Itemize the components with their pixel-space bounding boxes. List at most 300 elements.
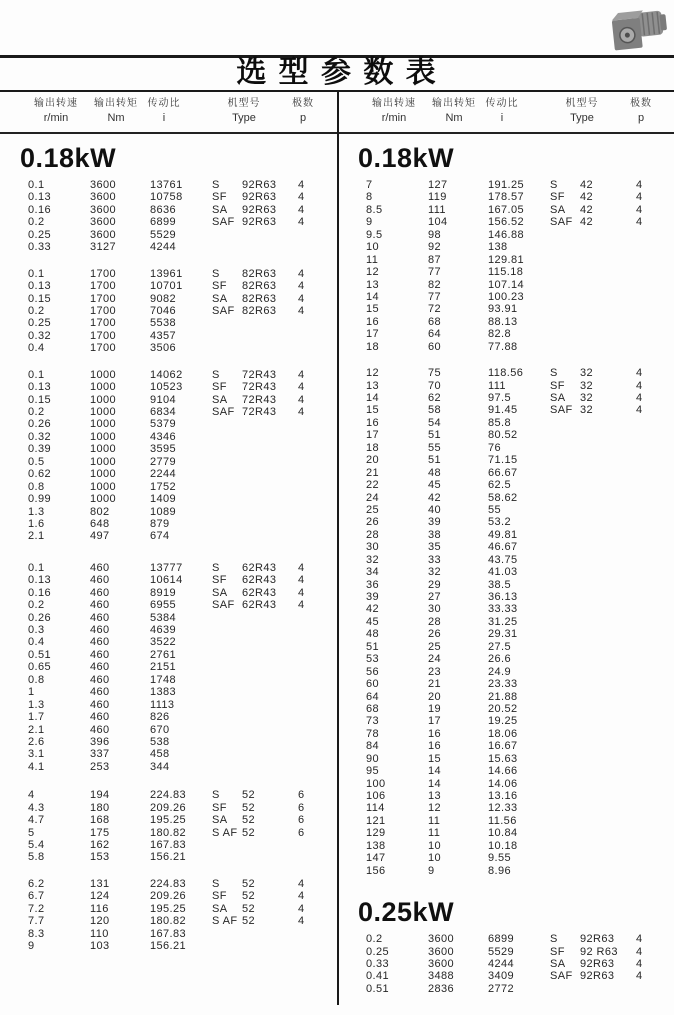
type-prefix-cell: SF bbox=[212, 890, 227, 903]
type-model-cell: 52 bbox=[242, 826, 256, 839]
speed-cell: 11 bbox=[366, 253, 379, 266]
ratio-cell: 115.18 bbox=[488, 266, 524, 279]
speed-cell: 0.25 bbox=[28, 317, 52, 330]
type-model-cell bbox=[580, 241, 636, 253]
type-model-cell bbox=[580, 303, 636, 315]
table-row bbox=[28, 179, 337, 191]
table-row bbox=[366, 541, 674, 553]
type-prefix-cell bbox=[550, 554, 580, 566]
torque-cell: 1000 bbox=[90, 406, 117, 418]
speed-cell: 5 bbox=[28, 826, 35, 839]
type-prefix-cell bbox=[550, 328, 580, 340]
ratio-cell: 5538 bbox=[150, 317, 177, 330]
speed-cell: 0.16 bbox=[28, 586, 52, 599]
type-model-cell bbox=[580, 852, 636, 864]
speed-cell: 14 bbox=[366, 290, 380, 303]
poles-cell bbox=[636, 279, 662, 291]
column-header-unit: i bbox=[500, 112, 504, 124]
table-row bbox=[366, 628, 674, 640]
column-header-label: 输出转矩 bbox=[94, 98, 138, 109]
table-row bbox=[366, 303, 674, 315]
type-model-cell bbox=[242, 686, 298, 698]
table-row bbox=[28, 711, 337, 723]
ratio-cell: 6899 bbox=[150, 216, 177, 229]
ratio-cell: 46.67 bbox=[488, 541, 518, 554]
poles-cell bbox=[636, 765, 662, 777]
type-model-cell bbox=[580, 827, 636, 839]
type-prefix-cell bbox=[212, 674, 242, 686]
torque-cell: 396 bbox=[90, 735, 110, 748]
column-header-label: 传动比 bbox=[147, 98, 181, 109]
table-row bbox=[28, 674, 337, 686]
torque-cell: 180 bbox=[90, 801, 110, 814]
ratio-cell: 209.26 bbox=[150, 801, 187, 814]
speed-cell: 13 bbox=[366, 379, 380, 392]
type-model-cell bbox=[242, 624, 298, 636]
table-row bbox=[366, 179, 674, 191]
poles-cell bbox=[298, 506, 324, 518]
poles-cell bbox=[636, 303, 662, 315]
type-model-cell bbox=[580, 815, 636, 827]
ratio-cell: 49.81 bbox=[488, 528, 518, 541]
torque-cell: 460 bbox=[90, 586, 110, 599]
poles-cell bbox=[636, 802, 662, 814]
type-prefix-cell bbox=[550, 316, 580, 328]
torque-cell: 1000 bbox=[90, 393, 117, 406]
column-header-unit: i bbox=[162, 112, 166, 124]
speed-cell: 0.99 bbox=[28, 493, 52, 506]
speed-cell: 0.41 bbox=[366, 970, 390, 983]
speed-cell: 73 bbox=[366, 715, 380, 728]
type-model-cell: 92 R63 bbox=[580, 945, 618, 958]
table-row bbox=[28, 191, 337, 203]
speed-cell: 147 bbox=[366, 852, 386, 865]
type-prefix-cell bbox=[550, 641, 580, 653]
type-model-cell: 92R63 bbox=[580, 957, 615, 970]
table-block bbox=[28, 789, 337, 864]
type-model-cell: 52 bbox=[242, 789, 256, 802]
ratio-cell: 826 bbox=[150, 711, 170, 724]
type-prefix-cell bbox=[550, 865, 580, 877]
type-prefix-cell: SF bbox=[212, 381, 227, 394]
type-model-cell: 82R63 bbox=[242, 292, 277, 305]
type-prefix-cell bbox=[550, 691, 580, 703]
type-model-cell bbox=[580, 728, 636, 740]
table-header-right bbox=[338, 96, 674, 132]
type-model-cell bbox=[580, 492, 636, 504]
table-row bbox=[366, 778, 674, 790]
ratio-cell: 10.84 bbox=[488, 827, 518, 840]
poles-cell: 4 bbox=[636, 191, 643, 204]
column-header-unit: r/min bbox=[43, 112, 69, 124]
ratio-cell: 77.88 bbox=[488, 340, 518, 353]
torque-cell: 460 bbox=[90, 574, 110, 587]
table-row bbox=[366, 191, 674, 203]
torque-cell: 1700 bbox=[90, 280, 117, 293]
table-block bbox=[366, 367, 674, 877]
column-header-unit: Type bbox=[570, 112, 594, 124]
poles-cell bbox=[298, 468, 324, 480]
type-prefix-cell: S bbox=[550, 179, 558, 191]
speed-cell: 1.3 bbox=[28, 505, 45, 518]
ratio-cell: 146.88 bbox=[488, 228, 525, 241]
torque-cell: 1700 bbox=[90, 342, 117, 355]
type-model-cell bbox=[580, 666, 636, 678]
speed-cell: 16 bbox=[366, 416, 380, 429]
type-prefix-cell bbox=[550, 827, 580, 839]
type-prefix-cell bbox=[550, 504, 580, 516]
ratio-cell: 3595 bbox=[150, 443, 177, 456]
type-prefix-cell bbox=[212, 493, 242, 505]
poles-cell bbox=[636, 479, 662, 491]
table-row bbox=[366, 529, 674, 541]
ratio-cell: 71.15 bbox=[488, 454, 518, 467]
torque-cell: 13 bbox=[428, 790, 442, 802]
type-model-cell: 82R63 bbox=[242, 280, 277, 293]
type-prefix-cell bbox=[550, 840, 580, 852]
type-prefix-cell bbox=[212, 711, 242, 723]
type-model-cell bbox=[580, 802, 636, 814]
type-model-cell: 52 bbox=[242, 890, 256, 903]
ratio-cell: 10523 bbox=[150, 381, 183, 394]
type-prefix-cell bbox=[550, 417, 580, 429]
speed-cell: 53 bbox=[366, 653, 380, 666]
poles-cell bbox=[636, 983, 662, 995]
poles-cell: 4 bbox=[298, 216, 305, 229]
type-prefix-cell: S bbox=[550, 933, 558, 946]
torque-cell: 1000 bbox=[90, 368, 117, 381]
torque-cell: 70 bbox=[428, 379, 442, 392]
type-prefix-cell bbox=[550, 703, 580, 715]
table-row bbox=[366, 341, 674, 353]
ratio-cell: 9104 bbox=[150, 393, 177, 406]
ratio-cell: 5529 bbox=[488, 945, 515, 958]
ratio-cell: 23.33 bbox=[488, 678, 518, 691]
torque-cell: 11 bbox=[428, 827, 441, 840]
speed-cell: 0.16 bbox=[28, 203, 52, 216]
type-prefix-cell bbox=[550, 616, 580, 628]
torque-cell: 119 bbox=[428, 191, 447, 204]
poles-cell bbox=[636, 541, 662, 553]
type-model-cell bbox=[242, 748, 298, 760]
torque-cell: 116 bbox=[90, 902, 109, 915]
torque-cell: 111 bbox=[428, 203, 446, 216]
type-model-cell bbox=[242, 761, 298, 773]
poles-cell: 4 bbox=[298, 586, 305, 599]
ratio-cell: 11.56 bbox=[488, 814, 517, 827]
torque-cell: 14 bbox=[428, 765, 442, 778]
table-row bbox=[28, 636, 337, 648]
type-model-cell bbox=[242, 940, 298, 952]
ratio-cell: 21.88 bbox=[488, 690, 518, 703]
ratio-cell: 4357 bbox=[150, 329, 177, 342]
table-row bbox=[366, 946, 674, 958]
speed-cell: 0.4 bbox=[28, 342, 45, 355]
poles-cell bbox=[636, 703, 662, 715]
column-header-label: 传动比 bbox=[485, 98, 519, 109]
ratio-cell: 178.57 bbox=[488, 191, 525, 204]
speed-cell: 14 bbox=[366, 392, 380, 404]
torque-cell: 3600 bbox=[90, 228, 117, 241]
poles-cell bbox=[298, 661, 324, 673]
poles-cell: 4 bbox=[298, 406, 305, 418]
poles-cell bbox=[636, 778, 662, 790]
poles-cell: 4 bbox=[298, 203, 305, 216]
speed-cell: 0.25 bbox=[28, 228, 52, 241]
torque-cell: 3600 bbox=[90, 179, 117, 191]
table-row bbox=[366, 616, 674, 628]
table-row bbox=[366, 367, 674, 379]
type-prefix-cell: SF bbox=[212, 574, 227, 587]
type-prefix-cell bbox=[550, 516, 580, 528]
type-model-cell: 62R43 bbox=[242, 561, 277, 574]
ratio-cell: 12.33 bbox=[488, 802, 518, 815]
type-model-cell bbox=[242, 330, 298, 342]
ratio-cell: 33.33 bbox=[488, 603, 518, 616]
ratio-cell: 180.82 bbox=[150, 915, 187, 928]
type-model-cell bbox=[242, 612, 298, 624]
column-header-poles bbox=[620, 96, 662, 126]
table-row bbox=[366, 266, 674, 278]
ratio-cell: 5379 bbox=[150, 418, 177, 431]
table-block bbox=[28, 268, 337, 355]
type-model-cell bbox=[242, 418, 298, 430]
type-prefix-cell: SAF bbox=[212, 406, 235, 418]
poles-cell bbox=[636, 815, 662, 827]
speed-cell: 0.15 bbox=[28, 393, 52, 406]
torque-cell: 77 bbox=[428, 266, 442, 279]
ratio-cell: 13761 bbox=[150, 179, 183, 191]
type-model-cell bbox=[242, 699, 298, 711]
type-prefix-cell bbox=[212, 699, 242, 711]
type-prefix-cell bbox=[212, 468, 242, 480]
ratio-cell: 100.23 bbox=[488, 290, 525, 303]
table-row bbox=[28, 599, 337, 611]
type-model-cell bbox=[242, 506, 298, 518]
ratio-cell: 58.62 bbox=[488, 491, 518, 504]
poles-cell bbox=[636, 229, 662, 241]
poles-cell bbox=[636, 666, 662, 678]
type-prefix-cell bbox=[550, 492, 580, 504]
table-row bbox=[28, 330, 337, 342]
type-prefix-cell: SA bbox=[550, 957, 566, 970]
table-row bbox=[366, 591, 674, 603]
type-prefix-cell: S bbox=[212, 561, 220, 574]
type-model-cell bbox=[580, 479, 636, 491]
poles-cell bbox=[636, 328, 662, 340]
ratio-cell: 3409 bbox=[488, 970, 515, 983]
torque-cell: 87 bbox=[428, 253, 442, 266]
table-block bbox=[366, 933, 674, 995]
ratio-cell: 1409 bbox=[150, 493, 177, 506]
speed-cell: 25 bbox=[366, 503, 380, 516]
ratio-cell: 24.9 bbox=[488, 665, 512, 678]
speed-cell: 28 bbox=[366, 528, 380, 541]
ratio-cell: 36.13 bbox=[488, 591, 518, 603]
type-prefix-cell: S bbox=[550, 367, 558, 380]
torque-cell: 460 bbox=[90, 636, 110, 649]
torque-cell: 11 bbox=[428, 814, 441, 827]
ratio-cell: 111 bbox=[488, 379, 506, 392]
ratio-cell: 9.55 bbox=[488, 852, 512, 865]
poles-cell: 4 bbox=[298, 599, 305, 612]
poles-cell bbox=[636, 790, 662, 802]
torque-cell: 1000 bbox=[90, 430, 117, 443]
column-header-ratio bbox=[136, 96, 192, 126]
speed-cell: 0.8 bbox=[28, 480, 45, 493]
speed-cell: 0.15 bbox=[28, 292, 52, 305]
speed-cell: 21 bbox=[366, 466, 380, 479]
ratio-cell: 209.26 bbox=[150, 890, 187, 903]
ratio-cell: 670 bbox=[150, 723, 170, 736]
type-prefix-cell bbox=[550, 753, 580, 765]
type-prefix-cell bbox=[212, 761, 242, 773]
table-row bbox=[366, 380, 674, 392]
column-header-label: 极数 bbox=[292, 98, 314, 109]
type-model-cell: 72R43 bbox=[242, 393, 277, 406]
table-row bbox=[28, 761, 337, 773]
poles-cell: 4 bbox=[636, 933, 643, 946]
torque-cell: 124 bbox=[90, 890, 110, 903]
torque-cell: 60 bbox=[428, 340, 442, 353]
speed-cell: 4.3 bbox=[28, 801, 45, 814]
ratio-cell: 2772 bbox=[488, 982, 515, 995]
table-row bbox=[28, 229, 337, 241]
type-model-cell: 42 bbox=[580, 216, 594, 229]
speed-cell: 1 bbox=[28, 686, 35, 699]
torque-cell: 3600 bbox=[428, 933, 455, 946]
torque-cell: 64 bbox=[428, 328, 442, 341]
torque-cell: 3600 bbox=[90, 216, 117, 229]
speed-cell: 56 bbox=[366, 665, 380, 678]
type-prefix-cell bbox=[212, 518, 242, 530]
type-prefix-cell bbox=[550, 541, 580, 553]
type-prefix-cell bbox=[212, 241, 242, 253]
ratio-cell: 43.75 bbox=[488, 553, 518, 566]
poles-cell: 4 bbox=[298, 381, 305, 394]
column-header-unit: p bbox=[299, 112, 307, 124]
type-prefix-cell bbox=[212, 724, 242, 736]
poles-cell: 4 bbox=[298, 304, 305, 317]
table-row bbox=[366, 815, 674, 827]
poles-cell bbox=[636, 616, 662, 628]
type-model-cell bbox=[242, 342, 298, 354]
type-prefix-cell: SA bbox=[212, 902, 228, 915]
torque-cell: 162 bbox=[90, 839, 110, 851]
type-model-cell bbox=[580, 291, 636, 303]
poles-cell bbox=[636, 579, 662, 591]
table-row bbox=[366, 204, 674, 216]
speed-cell: 5.4 bbox=[28, 839, 45, 851]
column-header-label: 输出转速 bbox=[372, 98, 416, 109]
table-row bbox=[28, 915, 337, 927]
poles-cell bbox=[298, 317, 324, 329]
speed-cell: 7.7 bbox=[28, 915, 45, 928]
speed-cell: 4.7 bbox=[28, 814, 45, 827]
speed-cell: 0.5 bbox=[28, 455, 45, 468]
torque-cell: 15 bbox=[428, 752, 442, 765]
ratio-cell: 62.5 bbox=[488, 479, 512, 492]
poles-cell bbox=[636, 291, 662, 303]
poles-cell bbox=[298, 928, 324, 940]
torque-cell: 497 bbox=[90, 530, 110, 543]
table-row bbox=[28, 394, 337, 406]
speed-cell: 12 bbox=[366, 266, 380, 279]
speed-cell: 16 bbox=[366, 315, 380, 328]
speed-cell: 0.39 bbox=[28, 443, 52, 456]
ratio-cell: 91.45 bbox=[488, 404, 518, 417]
ratio-cell: 138 bbox=[488, 241, 508, 254]
type-model-cell: 72R43 bbox=[242, 368, 277, 381]
speed-cell: 138 bbox=[366, 839, 386, 852]
speed-cell: 8 bbox=[366, 191, 373, 204]
type-prefix-cell bbox=[550, 778, 580, 790]
speed-cell: 7 bbox=[366, 179, 373, 191]
type-model-cell bbox=[580, 790, 636, 802]
type-prefix-cell bbox=[212, 851, 242, 863]
ratio-cell: 1383 bbox=[150, 686, 177, 699]
torque-cell: 104 bbox=[428, 216, 448, 229]
torque-cell: 51 bbox=[428, 454, 442, 467]
type-model-cell bbox=[580, 566, 636, 578]
type-prefix-cell: S bbox=[212, 267, 220, 280]
speed-cell: 30 bbox=[366, 541, 380, 554]
poles-cell: 4 bbox=[298, 292, 305, 305]
type-model-cell bbox=[242, 928, 298, 940]
poles-cell bbox=[636, 341, 662, 353]
ratio-cell: 3506 bbox=[150, 342, 177, 355]
poles-cell: 4 bbox=[298, 393, 305, 406]
table-row bbox=[28, 802, 337, 814]
type-model-cell bbox=[580, 740, 636, 752]
type-model-cell bbox=[242, 241, 298, 253]
type-model-cell bbox=[580, 678, 636, 690]
table-block bbox=[28, 878, 337, 953]
torque-cell: 110 bbox=[90, 927, 109, 940]
torque-cell: 1000 bbox=[90, 480, 117, 493]
section-heading: 0.25kW bbox=[358, 897, 455, 928]
table-row bbox=[366, 653, 674, 665]
torque-cell: 20 bbox=[428, 690, 442, 703]
type-model-cell bbox=[242, 661, 298, 673]
table-row bbox=[28, 204, 337, 216]
ratio-cell: 879 bbox=[150, 517, 170, 530]
type-model-cell: 62R43 bbox=[242, 574, 277, 587]
speed-cell: 0.1 bbox=[28, 179, 45, 191]
type-model-cell bbox=[580, 541, 636, 553]
table-row bbox=[366, 566, 674, 578]
torque-cell: 3600 bbox=[90, 191, 117, 204]
poles-cell: 4 bbox=[298, 561, 305, 574]
type-model-cell: 52 bbox=[242, 902, 256, 915]
poles-cell bbox=[298, 418, 324, 430]
ratio-cell: 8.96 bbox=[488, 864, 512, 877]
type-prefix-cell: SF bbox=[550, 945, 565, 958]
poles-cell bbox=[636, 316, 662, 328]
torque-cell: 17 bbox=[428, 715, 442, 728]
torque-cell: 1000 bbox=[90, 443, 117, 456]
table-row bbox=[28, 369, 337, 381]
column-header-unit: Nm bbox=[107, 112, 125, 124]
speed-cell: 68 bbox=[366, 702, 380, 715]
type-prefix-cell bbox=[550, 740, 580, 752]
torque-cell: 194 bbox=[90, 789, 110, 802]
speed-cell: 0.51 bbox=[28, 648, 52, 661]
torque-cell: 25 bbox=[428, 640, 442, 653]
ratio-cell: 20.52 bbox=[488, 702, 518, 715]
speed-cell: 34 bbox=[366, 566, 380, 579]
speed-cell: 9.5 bbox=[366, 228, 383, 241]
